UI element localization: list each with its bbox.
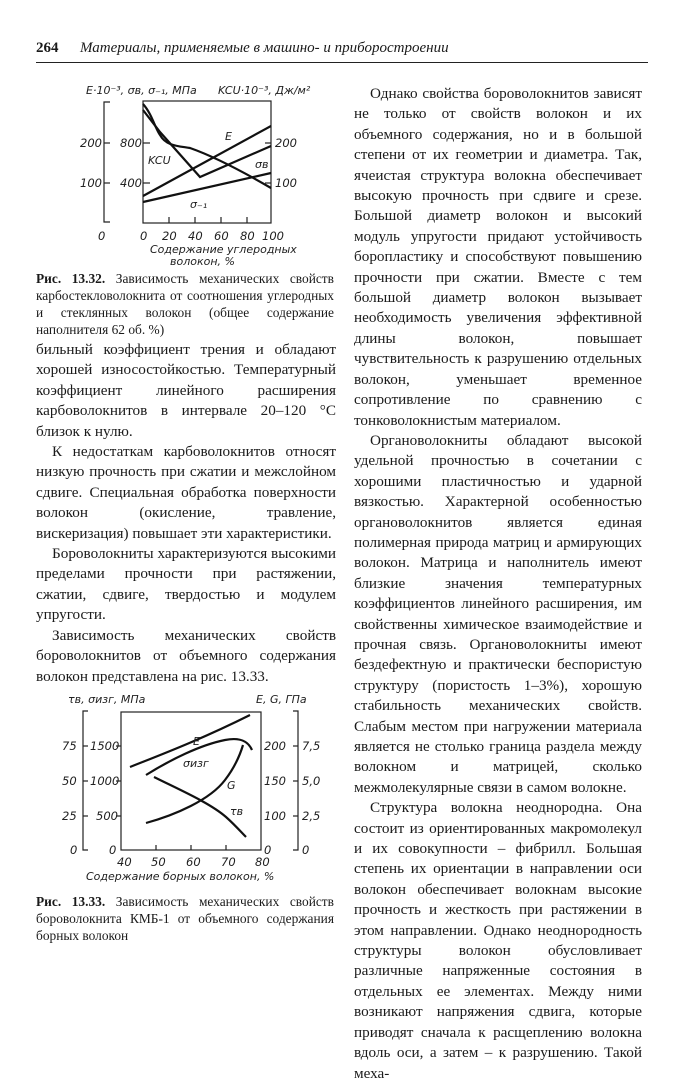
fig2-tick: 150	[264, 774, 286, 788]
fig2-xtick: 60	[186, 855, 201, 869]
fig2-tick: 0	[264, 843, 272, 857]
fig1-label-sigma-m1: σ₋₁	[190, 198, 208, 211]
paragraph: К недостаткам карбоволокнитов относят низкую прочность при сжатии и межслойном сдвиге. Специальная обработка поверхности волокон (окисление, травление, вискеризация) повышает эти характеристики.	[36, 443, 336, 542]
fig2-tick: 75	[62, 739, 77, 753]
paragraph: Бороволокниты характеризуются высокими пределами прочности при растяжении, сжатии, сдвиге, твердостью и модулем упругости.	[36, 545, 336, 624]
fig2-label-sigma-izg: σизг	[183, 757, 209, 770]
fig2-tick: 25	[62, 809, 77, 823]
fig1-label-kcu: KCU	[148, 154, 171, 167]
fig2-tick: 0	[70, 843, 78, 857]
fig2-tick: 50	[62, 774, 77, 788]
fig2-label-tau-b: τв	[230, 805, 244, 818]
fig2-xtick: 40	[117, 855, 132, 869]
right-column	[354, 84, 642, 1084]
fig1-x-label-1: Содержание углеродных	[150, 243, 297, 256]
fig1-xtick: 20	[162, 229, 177, 243]
figure-13-32-caption	[36, 270, 334, 338]
fig2-tick: 1000	[90, 774, 120, 788]
figure-13-33-caption	[36, 893, 334, 944]
paragraph: Зависимость механических свойств бороволокнитов от объемного содержания волокон представлена на рис. 13.33.	[36, 626, 336, 685]
paragraph: Структура волокна неоднородна. Она состоит из ориентированных макромолекул и их совокупности – фибрилл. Большая степень их ориентации в направлении оси волокон обеспечивает волокнам высокие прочность и жесткость при растяжении в этом направлении. Однако неоднородность структуры волокон обусловливает различные напряженные состояния в отдельных ее элементах. Между ними возникают напряжения сдвига, которые приводят сначала к расщеплению волокна вдоль оси, а затем – к разрушению. Такой меха-	[354, 799, 642, 1082]
caption-text: Зависимость механических свойств бороволокнита КМБ-1 от объемного содержания борных волокон	[36, 894, 334, 943]
fig2-label-E: E	[193, 735, 200, 748]
fig2-tick: 500	[96, 809, 118, 823]
paragraph: Органоволокниты обладают высокой удельной прочностью в сочетании с хорошими пластичностью и ударной вязкостью. Характерной особенностью органоволокнитов является единая полимерная природа матриц и армирующих волокон. Матрица и наполнитель имеют близкие значения температурных коэффициентов линейного расширения, им свойственны химическое взаимодействие и прочная связь. Органоволокниты имеют бездефектную и практически беспористую структуру (пористость 1–3%), хорошую стабильность механических свойств. Слабым местом при нагружении материала является не столько граница раздела между волокном и матрицей, сколько межмолекулярные связи в самом волокне.	[354, 431, 642, 796]
page-number: 264	[36, 40, 59, 56]
fig1-xtick: 0	[140, 229, 148, 243]
fig2-tick: 1500	[90, 739, 120, 753]
fig2-label-G: G	[227, 779, 236, 792]
fig1-tick: 0	[98, 229, 106, 243]
figure-13-33-chart	[60, 685, 335, 885]
fig1-tick: 800	[120, 136, 142, 150]
fig1-xtick: 60	[214, 229, 229, 243]
fig2-xtick: 80	[255, 855, 270, 869]
fig1-curve-kcu	[143, 104, 271, 188]
paragraph: Однако свойства бороволокнитов зависят не только от свойств волокон и их объемного содержания, но и в большой степени от их геометрии и диаметра. Так, ячеистая структура волокна обеспечивает высокую прочность при сдвиге и срезе. Большой диаметр волокон и высокий модуль упругости придают устойчивость боропластику и способствуют повышению прочности при сжатии. Вместе с тем большой диаметр волокон вызывает необходимость увеличения эффективной длины волокон, повышает чувствительность к разрушению отдельных волокон, уменьшает временное сопротивление по сравнению с тонковолокнистым материалом.	[354, 85, 642, 429]
fig1-tick: 100	[275, 176, 297, 190]
fig2-tick: 0	[109, 843, 117, 857]
fig2-tick: 7,5	[302, 739, 321, 753]
fig1-right-axis-label: KCU·10⁻³, Дж/м²	[218, 84, 311, 97]
fig1-xtick: 100	[262, 229, 284, 243]
fig2-tick: 5,0	[302, 774, 321, 788]
fig2-right-axis-label: E, G, ГПа	[256, 693, 307, 706]
fig2-left-axis-label: τв, σизг, МПа	[68, 693, 146, 706]
fig2-tick: 100	[264, 809, 286, 823]
fig1-label-E: E	[225, 130, 232, 143]
fig2-xtick: 50	[151, 855, 166, 869]
fig1-outer-left-axis	[104, 102, 110, 222]
fig1-xtick: 40	[188, 229, 203, 243]
fig1-tick: 100	[80, 176, 102, 190]
fig2-x-label: Содержание борных волокон, %	[86, 870, 275, 883]
fig2-xtick: 70	[221, 855, 236, 869]
fig1-label-sigma-b: σв	[255, 158, 269, 171]
fig1-xtick: 80	[240, 229, 255, 243]
paragraph: бильный коэффициент трения и обладают хорошей износостойкостью. Температурный коэффициент линейного расширения карбоволокнитов в интервале 20–120 °С близок к нулю.	[36, 341, 336, 440]
page-header	[36, 36, 648, 63]
running-title: Материалы, применяемые в машино- и приборостроении	[80, 40, 449, 56]
fig2-tick: 2,5	[302, 809, 321, 823]
caption-label: Рис. 13.33.	[36, 894, 106, 909]
caption-label: Рис. 13.32.	[36, 271, 106, 286]
figure-13-32-chart	[60, 80, 330, 270]
left-column	[36, 340, 336, 687]
caption-text: Зависимость механических свойств карбостекловолокнита от соотношения углеродных и стеклянных волокон (общее содержание наполнителя 62 об. %)	[36, 271, 334, 337]
fig2-tick: 0	[302, 843, 310, 857]
fig1-left-axis-label: E·10⁻³, σв, σ₋₁, МПа	[86, 84, 197, 97]
fig1-tick: 200	[275, 136, 297, 150]
fig2-tick: 200	[264, 739, 286, 753]
fig1-tick: 400	[120, 176, 142, 190]
fig1-x-label-2: волокон, %	[170, 255, 235, 268]
fig1-tick: 200	[80, 136, 102, 150]
